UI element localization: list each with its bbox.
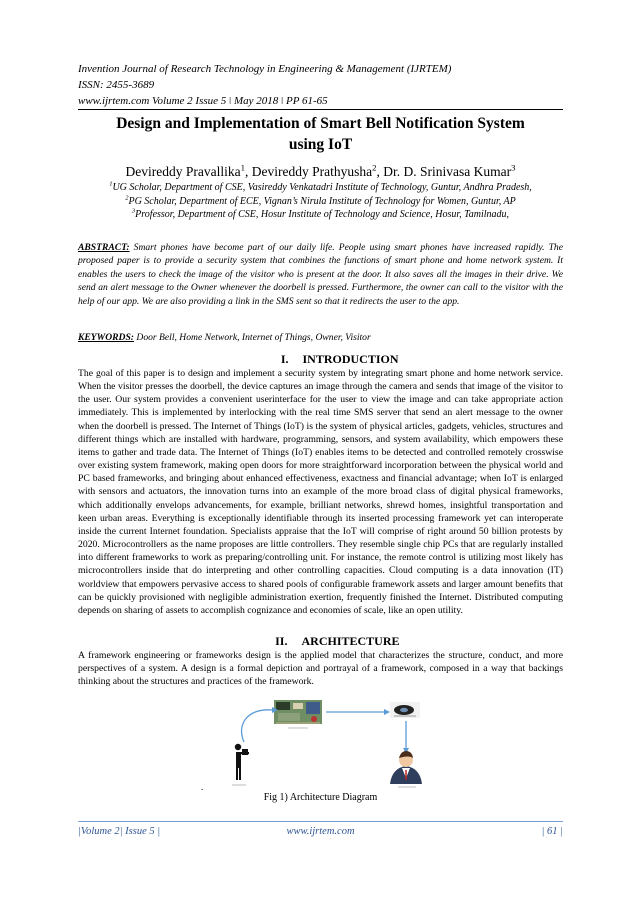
- footer-rule: [78, 821, 563, 822]
- author-name: Devireddy Pravallika: [125, 164, 241, 179]
- abstract-text: Smart phones have become part of our daily life. People using smart phones have increased rapidly. The proposed paper is to provide a security system that combines the functions of smart phone and home network system. It enables the users to check the image of the visitor who is present at the door. It also saves all the images in their drive. We send an alert message to the Owner whenever the doorbell is pressed. Furthermore, the owner can call to the visitor with the help of our app. We are also providing a link in the SMS sent so that it redirects the user to the app.: [78, 242, 563, 307]
- architecture-body: A framework engineering or frameworks design is the applied model that characterizes the structure, conduct, and more perspectives of a system. A design is a formal depiction and portrayal of a framework, composed in a way that backings thinking about the structures and practices of the framework.: [78, 650, 563, 688]
- affiliation: $^3$Professor, Department of CSE, Hosur Institute of Technology and Science, Hosur, Tamilnadu,: [131, 207, 510, 220]
- journal-name: Invention Journal of Research Technology in Engineering & Management (IJRTEM): [78, 63, 452, 75]
- section-heading-architecture: [78, 634, 563, 649]
- keywords-label: KEYWORDS:: [78, 332, 134, 343]
- visitor-icon: [235, 744, 249, 780]
- affiliation: $^2$PG Scholar, Department of ECE, Vignan’s Nirula Institute of Technology for Women, Guntur, AP: [125, 194, 516, 207]
- stray-dot: .: [201, 782, 204, 792]
- author-name: Dr. D. Srinivasa Kumar: [383, 164, 512, 179]
- footer-page-number: | 61 |: [541, 826, 563, 837]
- section-number: II.: [275, 634, 288, 648]
- abstract-label: ABSTRACT:: [78, 242, 130, 253]
- section-title: ARCHITECTURE: [301, 634, 400, 648]
- affiliation-list: [78, 181, 563, 222]
- introduction-body: The goal of this paper is to design and implement a security system by integrating smart phone and home network service. When the visitor presses the doorbell, the device captures an image through the camera and sends that image of the visitor to the user. Our system provides a convenient userinterface for the user to view the image and can take appropriate action immediately. This is implemented by interlocking with the real time SMS server that send an alert message to the owner when the doorbell is pressed. The Internet of Things (IoT) is the system of physical articles, gadgets, vehicles, structures and different things which are installed with hardware, programming, sensors, and system availability, which empowers these items to gather and trade data. The Internet of Things (IoT) enables items to be detected and controlled remotely crosswise over existing system framework, making open doors for more straightforward incorporation between the physical world and PC based frameworks, and bringing about enhanced effectiveness, exactness and financial advantage; when IoT is enlarged with sensors and actuators, the innovation turns into an example of the more broad class of digital physical frameworks, which additionally envelops advancements, for example, brilliant networks, shrewd homes, insightful transportation and keen urban areas. Everything is exceptionally identifiable through its inserted processing framework yet can interoperate inside the current Internet foundation. Specialists appraise that the IoT will comprise of right around 50 billion protests by 2020. Microcontrollers as the name proposes are little controllers. They resemble single chip PCs that are regularly installed into different frameworks to work as preparing/controlling unit. For instance, the remote control is utilizing most likely has microcontrollers inside that do interpreting and other controlling capacities. Cloud computing is a data innovation (IT) worldview that empowers pervasive access to shared pools of configurable framework assets and larger amount benefits that can be quickly provisioned with negligible administration exertion, frequently finished the Internet. Distributed computing depends on sharing of assets to accomplish cognizance and economies of scale, like an open utility.: [78, 368, 563, 616]
- paper-title: [78, 113, 563, 155]
- author-sup: 2: [372, 162, 377, 173]
- header-rule: [78, 109, 563, 110]
- section-title: INTRODUCTION: [302, 352, 399, 366]
- footer-volume: |Volume 2| Issue 5 |: [78, 826, 161, 837]
- figure-caption: Fig 1) Architecture Diagram: [263, 792, 378, 803]
- journal-volume-line: www.ijrtem.com Volume 2 Issue 5 ǀ May 2018 ǀ PP 61-65: [78, 95, 328, 107]
- title-line-1: Design and Implementation of Smart Bell Notification System: [116, 115, 525, 132]
- keywords: [78, 331, 563, 344]
- architecture-diagram: [226, 694, 436, 790]
- journal-header: [78, 61, 563, 109]
- flow-arrows: [242, 707, 409, 754]
- author-sup: 3: [511, 162, 516, 173]
- affiliation: $^1$UG Scholar, Department of CSE, Vasireddy Venkatadri Institute of Technology, Guntur, Andhra Pradesh,: [109, 180, 532, 193]
- author-list: Devireddy Pravallika$^1$, Devireddy Prathyusha$^2$, Dr. D. Srinivasa Kumar$^3$: [125, 162, 516, 179]
- footer-website-link[interactable]: www.ijrtem.com: [286, 826, 355, 837]
- abstract: [78, 241, 563, 308]
- doorbell-device-image: [274, 700, 322, 724]
- cloud-server-image: [390, 702, 420, 718]
- journal-issn: ISSN: 2455-3689: [78, 79, 155, 91]
- section-number: I.: [280, 352, 289, 366]
- author-name: Devireddy Prathyusha: [251, 164, 373, 179]
- author-sup: 1: [240, 162, 245, 173]
- page-footer: [78, 826, 563, 840]
- architecture-diagram-svg: [226, 694, 436, 790]
- section-heading-introduction: [78, 352, 563, 367]
- owner-avatar-icon: [390, 751, 422, 784]
- title-line-2: using IoT: [288, 136, 353, 153]
- keywords-text: Door Bell, Home Network, Internet of Things, Owner, Visitor: [136, 332, 371, 343]
